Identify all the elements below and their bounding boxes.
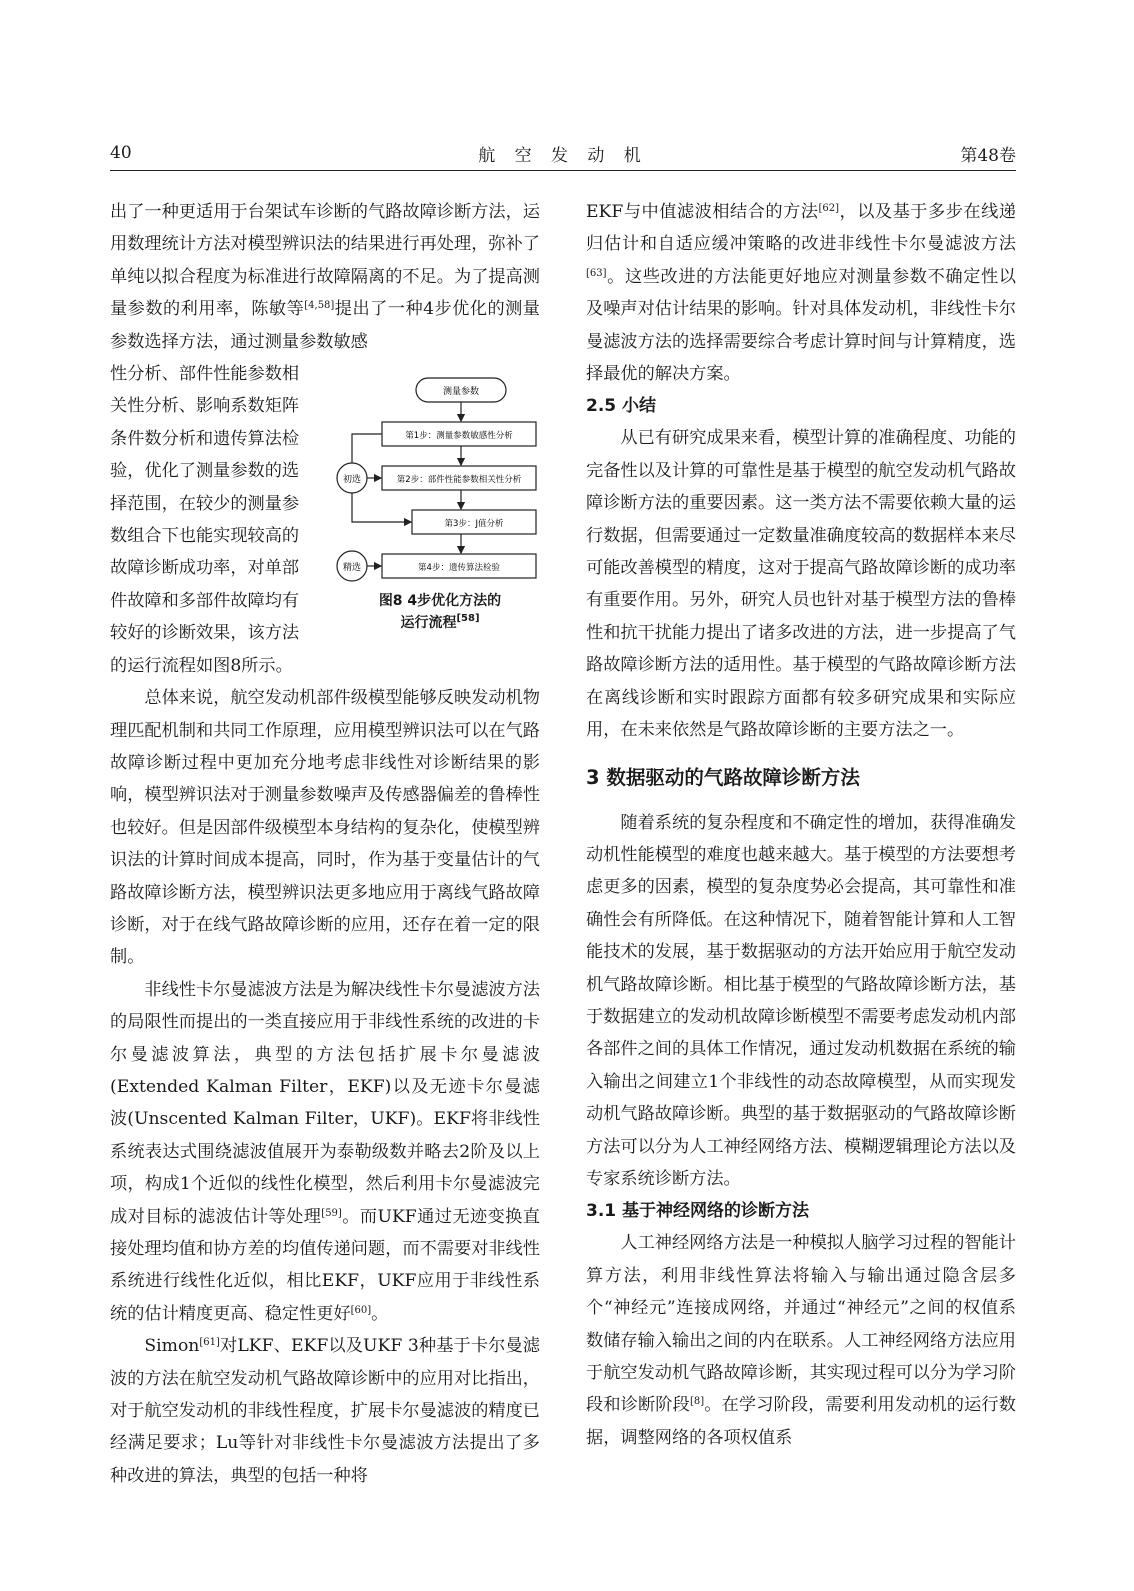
volume-label: 第48卷 xyxy=(960,145,1016,166)
figure-wrap-text: 性分析、部件性能参数相 关性分析、影响系数矩阵 条件数分析和遗传算法检 验，优化了测量参数的选 择范围，在较少的测量参 数组合下也能实现较高的 故障诊断成功率，对单部 件故障和多部件故障均有 较好的诊断效果，该方法 的运行流程如图8所示。 xyxy=(110,364,300,676)
section-heading-2-5: 2.5 小结 xyxy=(586,396,657,417)
svg-text:第3步：J值分析: 第3步：J值分析 xyxy=(444,519,504,529)
section-heading-3-1: 3.1 基于神经网络的诊断方法 xyxy=(586,1201,810,1222)
header-rule xyxy=(110,170,1016,171)
citation: [59] xyxy=(321,1207,342,1219)
paragraph-continued: EKF与中值滤波相结合的方法[62]，以及基于多步在线递归估计和自适应缓冲策略的改进非线性卡尔曼滤波方法[63]。这些改进的方法能更好地应对测量参数不确定性以及噪声对估计结果的影响。针对具体发动机，非线性卡尔曼滤波方法的选择需要综合考虑计算时间与计算精度，选择最优的解决方案。 xyxy=(586,202,1016,385)
journal-title: 航 空 发 动 机 xyxy=(478,145,648,166)
paragraph: 随着系统的复杂程度和不确定性的增加，获得准确发动机性能模型的难度也越来越大。基于模型的方法要想考虑更多的因素，模型的复杂度势必会提高，其可靠性和准确性会有所降低。在这种情况下，随着智能计算和人工智能技术的发展，基于数据驱动的方法开始应用于航空发动机气路故障诊断。相比基于模型的气路故障诊断方法，基于数据建立的发动机故障诊断模型不需要考虑发动机内部各部件之间的具体工作情况，通过发动机数据在系统的输入输出之间建立1个非线性的动态故障模型，从而实现发动机气路故障诊断。典型的基于数据驱动的气路故障诊断方法可以分为人工神经网络方法、模糊逻辑理论方法以及专家系统诊断方法。 xyxy=(586,812,1016,1189)
right-column xyxy=(586,196,1016,1454)
paragraph: Simon[61]对LKF、EKF以及UKF 3种基于卡尔曼滤波的方法在航空发动机气路故障诊断中的应用对比指出，对于航空发动机的非线性程度，扩展卡尔曼滤波的精度已经满足要求；Lu等针对非线性卡尔曼滤波方法提出了多种改进的算法，典型的包括一种将 xyxy=(110,1336,540,1486)
paragraph: 从已有研究成果来看，模型计算的准确程度、功能的完备性以及计算的可靠性是基于模型的航空发动机气路故障诊断方法的重要因素。这一类方法不需要依赖大量的运行数据，但需要通过一定数量准确度较高的数据样本来尽可能改善模型的精度，这对于提高气路故障诊断的成功率有重要作用。另外，研究人员也针对基于模型方法的鲁棒性和抗干扰能力提出了诸多改进的方法，进一步提高了气路故障诊断方法的适用性。基于模型的气路故障诊断方法在离线诊断和实时跟踪方面都有较多研究成果和实际应用，在未来依然是气路故障诊断的主要方法之一。 xyxy=(586,428,1016,741)
svg-text:第2步：部件性能参数相关性分析: 第2步：部件性能参数相关性分析 xyxy=(396,475,522,485)
svg-text:初选: 初选 xyxy=(342,475,362,485)
svg-text:测量参数: 测量参数 xyxy=(442,387,480,397)
paragraph-continued: 出了一种更适用于台架试车诊断的气路故障诊断方法，运用数理统计方法对模型辨识法的结果进行再处理，弥补了单纯以拟合程度为标准进行故障隔离的不足。为了提高测量参数的利用率，陈敏等[4,58]提出了一种4步优化的测量参数选择方法，通过测量参数敏感 xyxy=(110,202,540,352)
citation: [60] xyxy=(350,1304,372,1316)
running-header xyxy=(110,140,1016,166)
paragraph: 非线性卡尔曼滤波方法是为解决线性卡尔曼滤波方法的局限性而提出的一类直接应用于非线性系统的改进的卡尔曼滤波算法，典型的方法包括扩展卡尔曼滤波(Extended Kalman Filter，EKF)以及无迹卡尔曼滤波(Unscented Kalman Filter，UKF)。EKF将非线性系统表达式围绕滤波值展开为泰勒级数并略去2阶及以上项，构成1个近似的线性化模型，然后利用卡尔曼滤波完成对目标的滤波估计等处理[59]。而UKF通过无迹变换直接处理均值和协方差的均值传递问题，而不需要对非线性系统进行线性化近似，相比EKF，UKF应用于非线性系统的估计精度更高、稳定性更好[60]。 xyxy=(110,979,540,1324)
svg-text:第1步：测量参数敏感性分析: 第1步：测量参数敏感性分析 xyxy=(405,431,513,441)
figure-caption: 图8 4步优化方法的 运行流程[58] xyxy=(378,593,502,631)
citation: [4,58] xyxy=(304,300,335,312)
citation: [8] xyxy=(689,1396,705,1408)
page-number: 40 xyxy=(110,143,132,163)
citation: [62] xyxy=(818,203,840,214)
section-heading-3: 3 数据驱动的气路故障诊断方法 xyxy=(586,765,860,789)
svg-text:精选: 精选 xyxy=(342,563,362,573)
citation: [61] xyxy=(199,1337,220,1349)
paragraph: 人工神经网络方法是一种模拟人脑学习过程的智能计算方法，利用非线性算法将输入与输出通过隐含层多个“神经元”连接成网络，并通过“神经元”之间的权值系数储存输入输出之间的内在联系。人工神经网络方法应用于航空发动机气路故障诊断，其实现过程可以分为学习阶段和诊断阶段[8]。在学习阶段，需要利用发动机的运行数据，调整网络的各项权值系 xyxy=(586,1233,1016,1448)
svg-text:第4步：遗传算法检验: 第4步：遗传算法检验 xyxy=(418,563,500,573)
citation: [63] xyxy=(586,267,607,279)
flowchart-svg xyxy=(336,376,544,586)
paragraph: 总体来说，航空发动机部件级模型能够反映发动机物理匹配机制和共同工作原理，应用模型辨识法可以在气路故障诊断过程中更加充分地考虑非线性对诊断结果的影响，模型辨识法对于测量参数噪声及传感器偏差的鲁棒性也较好。但是因部件级模型本身结构的复杂化，使模型辨识法的计算时间成本提高，同时，作为基于变量估计的气路故障诊断方法，模型辨识法更多地应用于离线气路故障诊断，对于在线气路故障诊断的应用，还存在着一定的限制。 xyxy=(110,688,540,968)
